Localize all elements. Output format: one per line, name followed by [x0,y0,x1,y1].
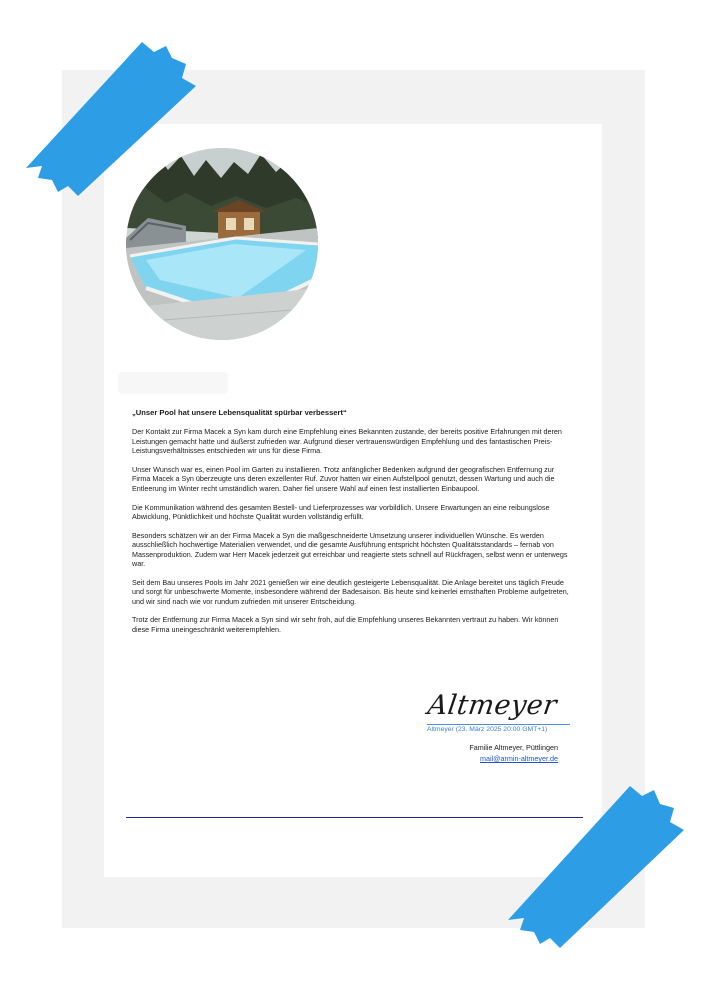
paragraph: Trotz der Entfernung zur Firma Macek a Syn sind wir sehr froh, auf die Empfehlung unseres Bekannten vertraut zu haben. Wir können diese Firma uneingeschränkt weiterempfehlen. [132,615,559,634]
paragraph: Seit dem Bau unseres Pools im Jahr 2021 genießen wir eine deutlich gesteigerte Lebensqualität. Die Anlage bereitet uns täglich Freude und sorgt für unbeschwerte Momente, insbesondere während der Badesaison. Bis heute sind keinerlei ernsthaften Probleme aufgetreten, und wir sind nach wie vor rundum zufrieden mit unserer Entscheidung. [132,577,569,606]
handwritten-signature: Altmeyer [425,690,559,721]
letter-body [132,408,572,644]
signer-email-link[interactable]: mail@armin-altmeyer.de [480,754,558,763]
letter-headline: „Unser Pool hat unsere Lebensqualität spürbar verbessert“ [132,408,347,417]
paragraph: Der Kontakt zur Firma Macek a Syn kam durch eine Empfehlung eines Bekannten zustande, der bereits positive Erfahrungen mit deren Leistungen gemacht hatte und äußerst zufrieden war. Aufgrund dieser vertrauenswürdigen Empfehlung und des fantastischen Preis-Leistungsverhältnisses entschieden wir uns für diese Firma. [132,427,562,456]
paragraph: Besonders schätzen wir an der Firma Macek a Syn die maßgeschneiderte Umsetzung unserer individuellen Wünsche. Es werden ausschließlich hochwertige Materialien verwendet, und die gesamte Ausführung entspricht höchsten Qualitätsstandards – fernab von Massenproduktion. Zudem war Herr Macek jederzeit gut erreichbar und reagierte stets schnell auf Rückfragen, selbst wenn er unterwegs war. [132,530,568,569]
signature-line [427,724,570,725]
tape-strip-top-left [22,40,202,200]
faded-area [118,372,228,394]
signature-timestamp: Altmeyer (23. März 2025 20:00 GMT+1) [427,726,548,733]
signer-name: Familie Altmeyer, Püttlingen [469,743,558,752]
paragraph: Die Kommunikation während des gesamten Bestell- und Lieferprozesses war vorbildlich. Unsere Erwartungen an eine reibungslose Abwicklung, Pünktlichkeit und höchste Qualität wurden vollständig erfüllt. [132,502,550,522]
paragraph: Unser Wunsch war es, einen Pool im Garten zu installieren. Trotz anfänglicher Bedenken aufgrund der geografischen Entfernung zur Firma Macek a Syn überzeugte uns deren exzellenter Ruf. Zuvor hatten wir einen Aufstellpool genutzt, dessen Wartung und auch die Entleerung im Winter recht umständlich waren. Daher fiel unsere Wahl auf einen fest installierten Einbaupool. [132,465,555,493]
tape-strip-bottom-right [502,782,687,952]
